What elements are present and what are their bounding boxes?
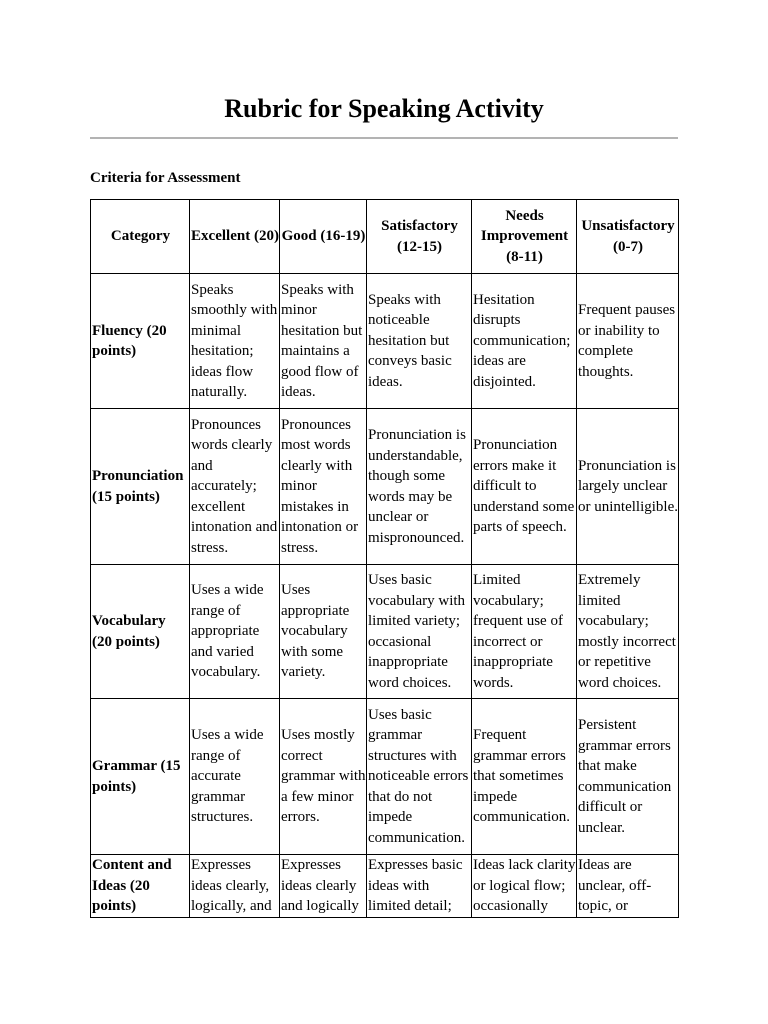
table-cell: Pronunciation errors make it difficult to understand some parts of speech. bbox=[472, 409, 577, 565]
table-cell: Uses mostly correct grammar with a few minor errors. bbox=[280, 699, 367, 855]
category-cell: Grammar (15 points) bbox=[91, 699, 190, 855]
table-cell: Expresses ideas clearly, logically, and bbox=[190, 855, 280, 918]
table-cell: Speaks smoothly with minimal hesitation; ideas flow naturally. bbox=[190, 274, 280, 409]
table-row bbox=[91, 409, 679, 565]
table-cell: Hesitation disrupts communication; ideas are disjointed. bbox=[472, 274, 577, 409]
category-cell: Content and Ideas (20 points) bbox=[91, 855, 190, 918]
table-cell: Speaks with minor hesitation but maintains a good flow of ideas. bbox=[280, 274, 367, 409]
header-satisfactory: Satisfactory (12-15) bbox=[367, 200, 472, 274]
table-cell: Uses a wide range of appropriate and varied vocabulary. bbox=[190, 565, 280, 699]
page-title: Rubric for Speaking Activity bbox=[224, 94, 544, 123]
table-cell: Pronunciation is largely unclear or unintelligible. bbox=[577, 409, 679, 565]
category-cell: Fluency (20 points) bbox=[91, 274, 190, 409]
header-needs-improvement: Needs Improvement (8-11) bbox=[472, 200, 577, 274]
table-header-row bbox=[91, 200, 679, 274]
table-cell: Uses basic grammar structures with noticeable errors that do not impede communication. bbox=[367, 699, 472, 855]
header-good: Good (16-19) bbox=[280, 200, 367, 274]
header-unsatisfactory: Unsatisfactory (0-7) bbox=[577, 200, 679, 274]
table-cell: Pronounces words clearly and accurately; excellent intonation and stress. bbox=[190, 409, 280, 565]
table-cell: Limited vocabulary; frequent use of incorrect or inappropriate words. bbox=[472, 565, 577, 699]
table-cell: Ideas lack clarity or logical flow; occasionally bbox=[472, 855, 577, 918]
table-cell: Persistent grammar errors that make communication difficult or unclear. bbox=[577, 699, 679, 855]
table-cell: Uses a wide range of accurate grammar structures. bbox=[190, 699, 280, 855]
rubric-table bbox=[90, 199, 679, 918]
table-row bbox=[91, 855, 679, 918]
table-cell: Expresses basic ideas with limited detail; bbox=[367, 855, 472, 918]
table-cell: Speaks with noticeable hesitation but conveys basic ideas. bbox=[367, 274, 472, 409]
table-cell: Uses appropriate vocabulary with some variety. bbox=[280, 565, 367, 699]
table-cell: Uses basic vocabulary with limited variety; occasional inappropriate word choices. bbox=[367, 565, 472, 699]
section-heading: Criteria for Assessment bbox=[90, 170, 241, 186]
table-cell: Ideas are unclear, off-topic, or bbox=[577, 855, 679, 918]
table-cell: Extremely limited vocabulary; mostly incorrect or repetitive word choices. bbox=[577, 565, 679, 699]
table-cell: Frequent grammar errors that sometimes impede communication. bbox=[472, 699, 577, 855]
table-cell: Frequent pauses or inability to complete thoughts. bbox=[577, 274, 679, 409]
header-category: Category bbox=[91, 200, 190, 274]
category-cell: Pronunciation (15 points) bbox=[91, 409, 190, 565]
table-row bbox=[91, 274, 679, 409]
table-row bbox=[91, 699, 679, 855]
header-excellent: Excellent (20) bbox=[190, 200, 280, 274]
table-row bbox=[91, 565, 679, 699]
table-cell: Expresses ideas clearly and logically bbox=[280, 855, 367, 918]
category-cell: Vocabulary (20 points) bbox=[91, 565, 190, 699]
table-cell: Pronunciation is understandable, though some words may be unclear or mispronounced. bbox=[367, 409, 472, 565]
title-divider bbox=[90, 137, 678, 139]
table-cell: Pronounces most words clearly with minor mistakes in intonation or stress. bbox=[280, 409, 367, 565]
